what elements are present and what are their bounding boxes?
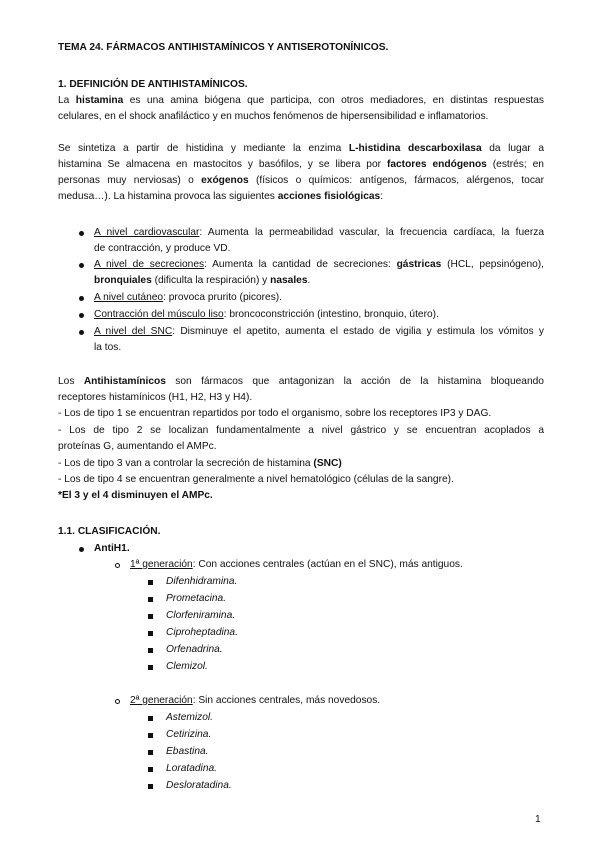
paragraph-line: La histamina es una amina biógena que participa, con otros mediadores, en distintas respuestas [58, 95, 544, 106]
list-item-gen1: 1ª generación: Con acciones centrales (actúan en el SNC), más antiguos. [130, 559, 463, 570]
list-item: A nivel cutáneo: provoca prurito (picores). [94, 292, 283, 303]
drug-item: Clorfeniramina. [166, 610, 236, 621]
paragraph-line: Los Antihistamínicos son fármacos que antagonizan la acción de la histamina bloqueando [58, 376, 544, 387]
square-bullet-icon [148, 648, 153, 653]
paragraph-line: receptores histamínicos (H1, H2, H3 y H4). [58, 392, 253, 403]
paragraph-line: - Los de tipo 2 se localizan fundamentalmente a nivel gástrico y se encuentran acoplados a [58, 425, 544, 436]
paragraph-line: personas muy nerviosas) o exógenos (físicos o químicos: antígenos, fármacos, alérgenos, tocar [58, 175, 544, 186]
list-item-continuation: la tos. [94, 342, 122, 353]
list-item: Contracción del músculo liso: broncoconstricción (intestino, bronquio, útero). [94, 309, 439, 320]
square-bullet-icon [148, 716, 153, 721]
paragraph-line: celulares, en el shock anafiláctico y en muchos fenómenos de hipersensibilidad e inflamatorios. [58, 111, 489, 122]
drug-item: Ciproheptadina. [166, 627, 238, 638]
square-bullet-icon [148, 733, 153, 738]
paragraph-line: *El 3 y el 4 disminuyen el AMPc. [58, 490, 213, 501]
bullet-icon [79, 231, 84, 236]
drug-item: Loratadina. [166, 763, 217, 774]
square-bullet-icon [148, 750, 153, 755]
drug-item: Prometacina. [166, 593, 227, 604]
square-bullet-icon [148, 614, 153, 619]
square-bullet-icon [148, 597, 153, 602]
paragraph-line: - Los de tipo 3 van a controlar la secreción de histamina (SNC) [58, 458, 342, 469]
drug-item: Difenhidramina. [166, 576, 238, 587]
list-item-continuation: bronquiales (dificulta la respiración) y nasales. [94, 275, 311, 286]
circle-bullet-icon [115, 563, 120, 568]
list-item: A nivel cardiovascular: Aumenta la permeabilidad vascular, la frecuencia cardíaca, la fuerza [94, 227, 544, 238]
square-bullet-icon [148, 784, 153, 789]
paragraph-line: - Los de tipo 1 se encuentran repartidos por todo el organismo, sobre los receptores IP3 y DAG. [58, 408, 492, 419]
bullet-icon [79, 330, 84, 335]
bullet-icon [79, 296, 84, 301]
paragraph-line: medusa…). La histamina provoca las siguientes acciones fisiológicas: [58, 191, 384, 202]
section-heading-clasificacion: 1.1. CLASIFICACIÓN. [58, 526, 161, 537]
paragraph-line: Se sintetiza a partir de histidina y mediante la enzima L-histidina descarboxilasa da lugar a [58, 143, 544, 154]
paragraph-line: - Los de tipo 4 se encuentran generalmente a nivel hematológico (células de la sangre). [58, 474, 454, 485]
paragraph-line: histamina Se almacena en mastocitos y basófilos, y se libera por factores endógenos (estrés; en [58, 159, 544, 170]
drug-item: Desloratadina. [166, 780, 232, 791]
drug-item: Ebastina. [166, 746, 209, 757]
circle-bullet-icon [115, 699, 120, 704]
drug-item: Cetirizina. [166, 729, 212, 740]
bullet-icon [79, 313, 84, 318]
list-item: A nivel del SNC: Disminuye el apetito, aumenta el estado de vigilia y estimula los vómitos y [94, 326, 545, 337]
document-title: TEMA 24. FÁRMACOS ANTIHISTAMÍNICOS Y ANTISEROTONÍNICOS. [58, 42, 389, 53]
square-bullet-icon [148, 665, 153, 670]
list-item-gen2: 2ª generación: Sin acciones centrales, más novedosos. [130, 695, 381, 706]
square-bullet-icon [148, 580, 153, 585]
square-bullet-icon [148, 767, 153, 772]
bullet-icon [79, 263, 84, 268]
page-number: 1 [535, 814, 541, 825]
drug-item: Clemizol. [166, 661, 208, 672]
drug-item: Astemizol. [166, 712, 213, 723]
list-item: A nivel de secreciones: Aumenta la cantidad de secreciones: gástricas (HCL, pepsinógeno), [94, 259, 544, 270]
square-bullet-icon [148, 631, 153, 636]
paragraph-line: proteínas G, aumentando el AMPc. [58, 441, 217, 452]
list-item-antih1: AntiH1. [94, 543, 130, 554]
bullet-icon [79, 547, 84, 552]
drug-item: Orfenadrina. [166, 644, 223, 655]
list-item-continuation: de contracción, y produce VD. [94, 243, 231, 254]
section-heading-definicion: 1. DEFINICIÓN DE ANTIHISTAMÍNICOS. [58, 79, 248, 90]
